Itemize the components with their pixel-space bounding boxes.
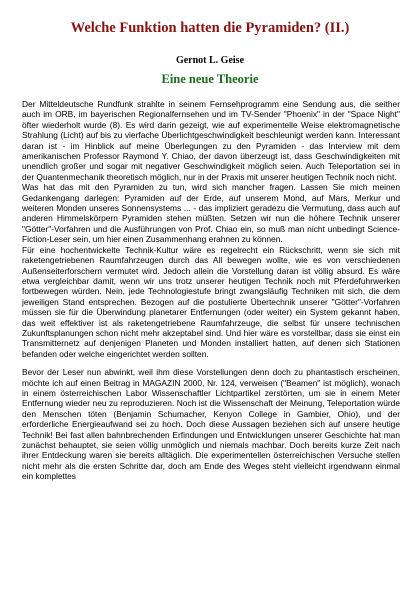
author-name: Gernot L. Geise — [175, 55, 245, 66]
paragraph-4: Bevor der Leser nun abwinkt, weil ihm diese Vorstellungen denn doch zu phantastisch erscheinen, möchte ich auf einen Beitrag in MAGAZIN 2000, Nr. 124, verweisen ("Beamen" ist möglich), wonach in einem österreichischen Labor Wissenschaftler Lichtpartikel zerstörten, um sie in einem Meter Entfernung wieder neu zu reproduzieren. Noch ist die Wissenschaft der Meinung, Teleportation würde den Menschen töten (Benjamin Schumacher, Kenyon College in Gambier, Ohio), und der erforderliche Energieaufwand sei zu hoch. Doch diese Aussagen beziehen sich auf unsere heutige Technik! Bei fast allen bahnbrechenden Erfindungen und Entwicklungen unserer Geschichte hat man zunächst behauptet, sie seien völlig unmöglich und niemals machbar. Doch bereits kurze Zeit nach ihrer Entdeckung waren sie bereits alltäglich. Die experimentellen österreichischen Versuche stellen nicht mehr als die ersten Schritte dar, doch am Ende des Weges steht vielleicht irgendwann einmal ein komplettes — [22, 367, 400, 482]
paragraph-1: Der Mitteldeutsche Rundfunk strahlte in seinem Fernsehprogramm eine Sendung aus, die seither auch im ORB, im bayerischen Regionalfernsehen und im TV-Sender "Phoenix" in der "Space Night" öfter wiederholt wurde (8). Es wird darin gezeigt, wie auf experimentelle Weise elektromagnetische Strahlung (Licht) auf bis zu vierfache Überlichtgeschwindigkeit beschleunigt werden kann. Interessant daran ist - im Hinblick auf meine Überlegungen zu den Pyramiden - das Interview mit dem amerikanischen Professor Raymond Y. Chiao, der davon überzeugt ist, dass Geschwindigkeiten mit unendlich großer und sogar mit negativer Geschwindigkeit möglich seien. Auch Teleportation sei in der Quantenmechanik theoretisch möglich, nur in der Praxis mit unserer heutigen Technik noch nicht. — [22, 99, 400, 182]
paragraph-3: Für eine hochentwickelte Technik-Kultur wäre es regelrecht ein Rückschritt, wenn sie sich mit raketengetriebenen Raumfahrzeugen durch das All bewegen wollte, wie es von verschiedenen Außenseiterforschern vermutet wird. Jedoch allein die Vorstellung daran ist völlig absurd. Es wäre etwa vergleichbar damit, wenn wir uns trotz unserer heutigen Technik noch mit Pferdefuhrwerken fortbewegen würden. Nein, jede Technologiestufe bringt zwangsläufig Techniken mit sich, die dem jeweiligen Stand entsprechen. Bezogen auf die postulierte Übertechnik unserer "Götter"-Vorfahren müssen sie für die Überwindung planetarer Entfernungen (oder weiter) ein System gekannt haben, das weit effektiver ist als raketengetriebene Raumfahrzeuge, die selbst für unsere technischen Zukunftsplanungen schon nicht mehr akzeptabel sind. Und hier wäre es vorstellbar, dass sie einst ein Transmitternetz auf denjenigen Planeten und Monden installiert hatten, auf denen sich Stationen befanden oder welche eingerichtet werden sollten. — [22, 244, 400, 359]
paragraph-2: Was hat das mit den Pyramiden zu tun, wird sich mancher fragen. Lassen Sie mich meinen Gedankengang darlegen: Pyramiden auf der Erde, auf unserem Mond, auf Mars, Merkur und weiteren Monden unseres Sonnensystems ... - das impliziert geradezu die Vermutung, dass auch auf anderen Himmelskörpern Pyramiden stehen müßten. Setzen wir nun die höhere Technik unserer "Götter"-Vorfahren und die Ausführungen von Prof. Chiao ein, so muß man nicht unbedingt Science-Fiction-Leser sein, um hier einen Zusammenhang erahnen zu können. — [22, 182, 400, 245]
article-title: Welche Funktion hatten die Pyramiden? (II.) — [70, 20, 350, 36]
article-subtitle: Eine neue Theorie — [161, 72, 259, 86]
article-body — [22, 99, 400, 482]
